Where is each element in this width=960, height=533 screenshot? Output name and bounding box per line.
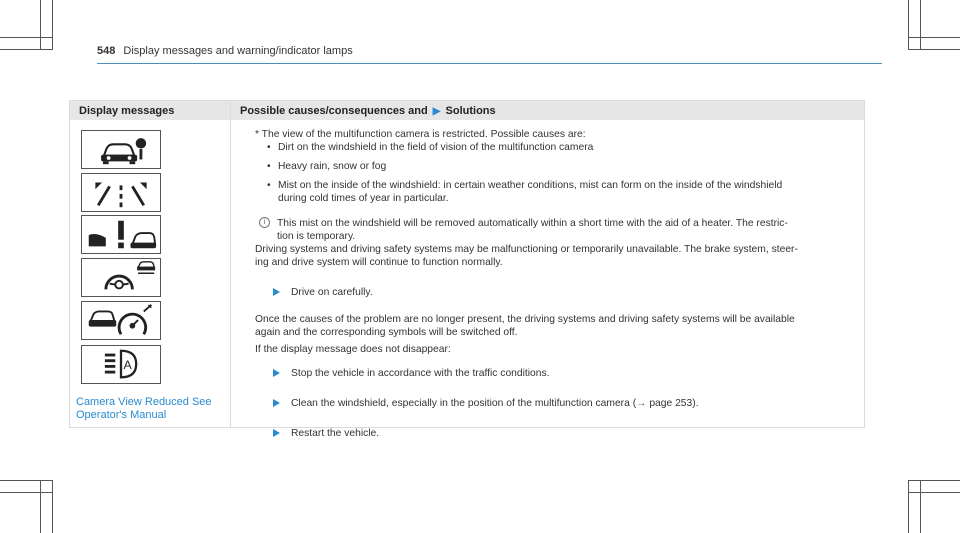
cause-text: Heavy rain, snow or fog <box>278 161 387 172</box>
list-item: • Mist on the inside of the windshield: in certain weather conditions, mist can form on the inside of the windshield during cold times of year in particular. <box>267 180 783 204</box>
crop-mark <box>908 480 909 533</box>
cause-text-continued: during cold times of year in particular. <box>278 193 449 204</box>
action-arrow-icon <box>273 288 280 296</box>
crop-mark <box>40 480 41 533</box>
crop-mark <box>908 37 960 38</box>
crop-mark <box>0 49 52 50</box>
action-arrow-icon <box>273 369 280 377</box>
crop-mark <box>908 480 960 481</box>
cause-text: Mist on the inside of the windshield: in certain weather conditions, mist can form on the inside of the windshield <box>278 180 783 191</box>
camera-car-icon <box>81 130 161 169</box>
crop-mark <box>0 37 52 38</box>
info-icon: i <box>259 217 270 228</box>
crop-mark <box>920 480 921 533</box>
crop-mark <box>40 0 41 50</box>
table-header <box>70 101 864 120</box>
paragraph: Driving systems and driving safety systems may be malfunctioning or temporarily unavailable. The brake system, steer- ing and drive system will continue to function normally. <box>255 244 798 268</box>
header-rule <box>97 63 882 64</box>
crop-mark <box>52 0 53 50</box>
page-header <box>97 45 353 57</box>
action-step <box>255 397 855 410</box>
paragraph: If the display message does not disappear: <box>255 344 451 355</box>
column-header-solutions-text: Solutions <box>445 105 496 117</box>
page-section-title: Display messages and warning/indicator lamps <box>123 45 353 57</box>
action-step <box>255 367 855 380</box>
auto-headlamp-icon <box>81 345 161 384</box>
note-text: tion is temporary. <box>277 231 356 242</box>
action-text: ). <box>692 398 699 409</box>
crop-mark <box>0 480 52 481</box>
crop-mark <box>908 49 960 50</box>
column-header-causes-solutions <box>240 105 496 117</box>
reference-arrow-icon: → <box>636 398 647 409</box>
action-text: Stop the vehicle in accordance with the traffic conditions. <box>291 368 550 379</box>
page-number: 548 <box>97 45 116 57</box>
list-item: • Dirt on the windshield in the field of vision of the multifunction camera <box>267 142 594 153</box>
column-separator <box>230 101 231 427</box>
steering-assist-icon <box>81 258 161 297</box>
action-arrow-icon <box>273 429 280 437</box>
intro-text: * The view of the multifunction camera is restricted. Possible causes are: <box>255 129 586 140</box>
crop-mark <box>908 0 909 50</box>
svg-text:A: A <box>123 357 132 372</box>
action-text: Clean the windshield, especially in the position of the multifunction camera ( <box>291 398 637 409</box>
crop-mark <box>920 0 921 50</box>
crop-mark <box>908 492 960 493</box>
action-arrow-icon <box>273 399 280 407</box>
lane-markings-icon <box>81 173 161 212</box>
display-message-label <box>76 396 226 422</box>
page-reference-link[interactable]: page 253 <box>649 398 693 409</box>
message-label-line: Operator's Manual <box>76 409 167 421</box>
car-warning-icon <box>81 215 161 254</box>
solutions-arrow-icon: ▶ <box>432 106 441 117</box>
list-item: • Heavy rain, snow or fog <box>267 161 387 172</box>
cause-text: Dirt on the windshield in the field of vision of the multifunction camera <box>278 142 594 153</box>
action-step <box>255 427 855 440</box>
speed-assist-icon <box>81 301 161 340</box>
note-text: This mist on the windshield will be removed automatically within a short time with the aid of a heater. The restric- <box>277 218 788 229</box>
crop-mark <box>52 480 53 533</box>
action-text: Restart the vehicle. <box>291 428 380 439</box>
column-header-display-messages: Display messages <box>79 105 175 117</box>
info-note <box>255 217 855 243</box>
action-step <box>255 286 855 299</box>
crop-mark <box>0 492 52 493</box>
action-text: Drive on carefully. <box>291 287 373 298</box>
display-messages-table <box>69 100 865 439</box>
causes-solutions-content <box>255 128 855 440</box>
message-label-line: Camera View Reduced See <box>76 396 212 408</box>
paragraph: Once the causes of the problem are no longer present, the driving systems and driving safety systems will be available again and the corresponding symbols will be switched off. <box>255 314 795 338</box>
column-header-causes-text: Possible causes/consequences and <box>240 105 428 117</box>
